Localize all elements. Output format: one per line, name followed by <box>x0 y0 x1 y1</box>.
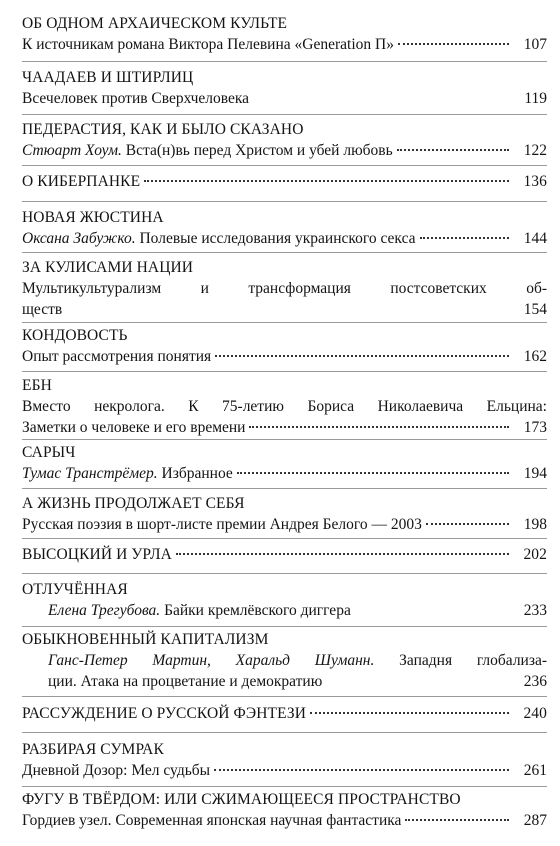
entry-subtitle: Избранное <box>161 465 233 482</box>
divider <box>22 538 547 539</box>
toc-entry <box>22 790 547 831</box>
toc-entry <box>22 326 547 367</box>
entry-author: Стюарт Хоум. <box>22 142 122 159</box>
entry-title: САРЫЧ <box>22 444 76 461</box>
entry-subtitle: Байки кремлёвского диггера <box>164 602 351 619</box>
dot-leader <box>405 819 509 821</box>
divider <box>22 201 547 202</box>
entry-title: КОНДОВОСТЬ <box>22 327 128 344</box>
entry-author: Тумас Транстрёмер. <box>22 465 158 482</box>
entry-subtitle: ции. Атака на процветание и демократию <box>48 673 323 690</box>
entry-subtitle: Всечеловек против Сверхчеловека <box>22 90 250 107</box>
divider <box>22 626 547 627</box>
toc-entry <box>22 14 547 55</box>
entry-subtitle: Дневной Дозор: Мел судьбы <box>22 762 211 779</box>
entry-subtitle-line1: Мультикультурализм и трансформация постсоветских об- <box>22 280 547 297</box>
divider <box>22 696 547 697</box>
page-number: 136 <box>523 173 547 190</box>
entry-subtitle: Гордиев узел. Современная японская научная фантастика <box>22 812 402 829</box>
entry-author: Ганс-Петер Мартин, Харальд Шуманн. <box>48 652 375 669</box>
entry-title: ЗА КУЛИСАМИ НАЦИИ <box>22 259 194 276</box>
entry-subtitle: Вста(н)вь перед Христом и убей любовь <box>125 142 393 159</box>
toc-entry <box>22 376 547 438</box>
divider <box>22 114 547 115</box>
entry-subtitle: Русская поэзия в шорт-листе премии Андрея Белого — 2003 <box>22 516 422 533</box>
entry-title: ЧААДАЕВ И ШТИРЛИЦ <box>22 69 194 86</box>
entry-title: О КИБЕРПАНКЕ <box>22 173 141 190</box>
toc-entry <box>22 494 547 535</box>
dot-leader <box>249 426 509 428</box>
divider <box>22 371 547 372</box>
dot-leader <box>426 523 509 525</box>
entry-author: Елена Трегубова. <box>48 602 161 619</box>
entry-title: ОБ ОДНОМ АРХАИЧЕСКОМ КУЛЬТЕ <box>22 15 288 32</box>
divider <box>22 61 547 62</box>
page-number: 287 <box>523 812 547 829</box>
dot-leader <box>310 712 509 714</box>
toc-entry <box>22 258 547 320</box>
page-number: 236 <box>523 673 547 690</box>
page-number: 173 <box>523 419 547 436</box>
toc-entry <box>22 443 547 484</box>
entry-title: ПЕДЕРАСТИЯ, КАК И БЫЛО СКАЗАНО <box>22 121 304 138</box>
entry-subtitle: ществ <box>22 301 63 318</box>
entry-title: ОБЫКНОВЕННЫЙ КАПИТАЛИЗМ <box>22 631 269 648</box>
entry-subtitle: К источникам романа Виктора Пелевина «Generation П» <box>22 36 394 53</box>
entry-author: Оксана Забужко. <box>22 230 136 247</box>
toc-entry <box>22 630 547 692</box>
toc-entry <box>22 120 547 161</box>
entry-title: ЕБН <box>22 377 52 394</box>
toc-entry <box>22 580 547 621</box>
dot-leader <box>176 553 509 555</box>
entry-subtitle: Полевые исследования украинского секса <box>139 230 416 247</box>
divider <box>22 322 547 323</box>
entry-title: ВЫСОЦКИЙ И УРЛА <box>22 546 172 563</box>
page-number: 119 <box>524 90 547 107</box>
divider <box>22 732 547 733</box>
entry-title: А ЖИЗНЬ ПРОДОЛЖАЕТ СЕБЯ <box>22 495 245 512</box>
toc-entry <box>22 208 547 249</box>
page-number: 240 <box>523 705 547 722</box>
divider <box>22 252 547 253</box>
entry-subtitle-line1: Вместо некролога. К 75-летию Бориса Николаевича Ельцина: <box>22 398 547 415</box>
divider <box>22 786 547 787</box>
entry-title: ФУГУ В ТВЁРДОМ: ИЛИ СЖИМАЮЩЕЕСЯ ПРОСТРАНСТВО <box>22 791 461 808</box>
dot-leader <box>214 769 509 771</box>
dot-leader <box>215 355 509 357</box>
entry-title: РАССУЖДЕНИЕ О РУССКОЙ ФЭНТЕЗИ <box>22 705 306 722</box>
divider <box>22 439 547 440</box>
divider <box>22 165 547 166</box>
dot-leader <box>144 180 509 182</box>
page-number: 162 <box>523 348 547 365</box>
page-number: 261 <box>523 762 547 779</box>
page-number: 194 <box>523 465 547 482</box>
page-number: 107 <box>523 36 547 53</box>
page-number: 144 <box>523 230 547 247</box>
page-number: 122 <box>523 142 547 159</box>
dot-leader <box>397 149 509 151</box>
entry-title: РАЗБИРАЯ СУМРАК <box>22 741 164 758</box>
page-number: 233 <box>523 602 547 619</box>
toc-entry <box>22 545 547 565</box>
entry-subtitle-line1: Западня глобализа- <box>399 652 548 669</box>
page-number: 202 <box>523 546 547 563</box>
entry-subtitle: Заметки о человеке и его времени <box>22 419 246 436</box>
toc-entry <box>22 704 547 724</box>
page-number: 154 <box>523 301 547 318</box>
toc-entry <box>22 740 547 781</box>
entry-title: ОТЛУЧЁННАЯ <box>22 581 128 598</box>
entry-subtitle: Опыт рассмотрения понятия <box>22 348 212 365</box>
divider <box>22 488 547 489</box>
dot-leader <box>398 43 509 45</box>
toc-entry <box>22 172 547 192</box>
dot-leader <box>237 472 509 474</box>
dot-leader <box>420 237 509 239</box>
divider <box>22 573 547 574</box>
entry-title: НОВАЯ ЖЮСТИНА <box>22 209 164 226</box>
page-number: 198 <box>523 516 547 533</box>
toc-entry <box>22 68 547 109</box>
